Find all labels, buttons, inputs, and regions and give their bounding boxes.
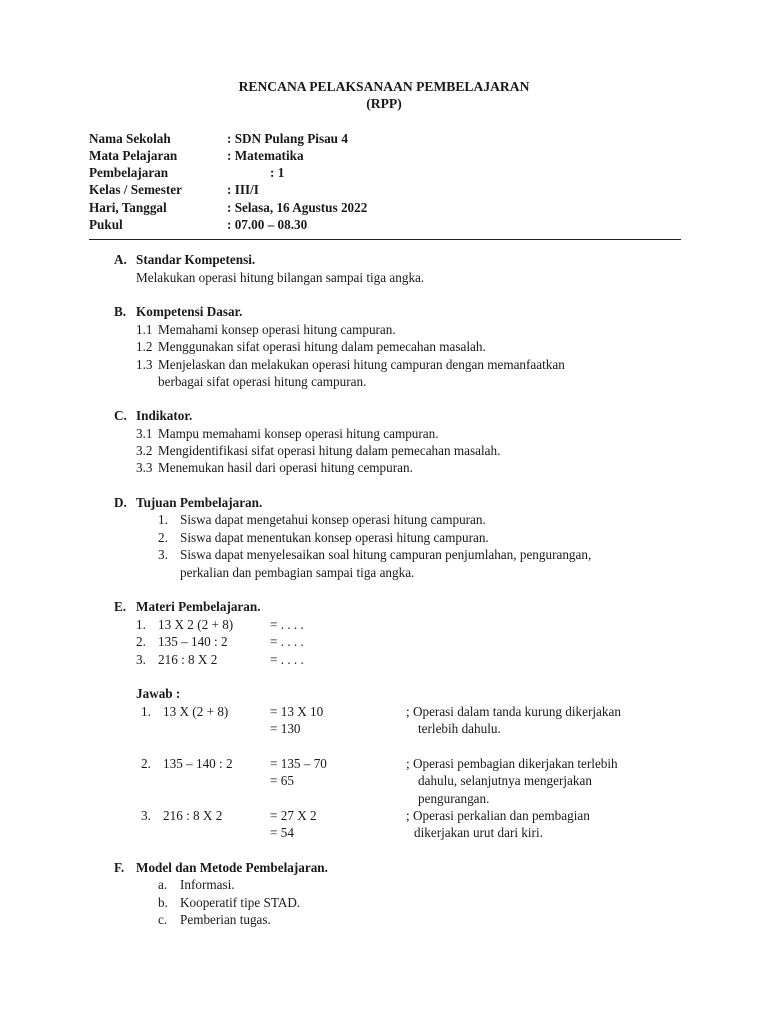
identity-label-lesson: Pembelajaran bbox=[89, 165, 169, 180]
section-letter: D. bbox=[114, 495, 127, 510]
list-item-continuation: berbagai sifat operasi hitung campuran. bbox=[158, 374, 367, 389]
answer-number: 1. bbox=[141, 704, 151, 719]
list-item-text: Informasi. bbox=[180, 877, 235, 892]
list-item-number: 3.1 bbox=[136, 426, 153, 441]
identity-label-time: Pukul bbox=[89, 217, 123, 232]
question-equals: = . . . . bbox=[270, 652, 304, 667]
list-item-text: Siswa dapat menyelesaikan soal hitung campuran penjumlahan, pengurangan, bbox=[180, 547, 592, 562]
answer-note-cont: dikerjakan urut dari kiri. bbox=[414, 825, 543, 840]
answer-note-cont: pengurangan. bbox=[418, 791, 490, 806]
section-text: Melakukan operasi hitung bilangan sampai tiga angka. bbox=[136, 270, 425, 285]
section-heading: Tujuan Pembelajaran. bbox=[136, 495, 263, 510]
identity-label-school: Nama Sekolah bbox=[89, 131, 171, 146]
list-item-number: 3. bbox=[158, 547, 168, 562]
list-item-number: 2. bbox=[158, 530, 168, 545]
answer-number: 3. bbox=[141, 808, 151, 823]
list-item-text: Mampu memahami konsep operasi hitung campuran. bbox=[158, 426, 439, 441]
answer-note: ; Operasi dalam tanda kurung dikerjakan bbox=[406, 704, 621, 719]
list-item-text: Siswa dapat mengetahui konsep operasi hitung campuran. bbox=[180, 512, 486, 527]
list-item-text: Siswa dapat menentukan konsep operasi hitung campuran. bbox=[180, 530, 489, 545]
list-item-number: b. bbox=[158, 895, 168, 910]
answer-step: = 135 – 70 bbox=[270, 756, 327, 771]
answer-step: = 13 X 10 bbox=[270, 704, 324, 719]
identity-label-class: Kelas / Semester bbox=[89, 182, 183, 197]
answer-number: 2. bbox=[141, 756, 151, 771]
list-item-text: Kooperatif tipe STAD. bbox=[180, 895, 301, 910]
answer-expression: 135 – 140 : 2 bbox=[163, 756, 233, 771]
list-item-number: c. bbox=[158, 912, 168, 927]
answer-step: = 27 X 2 bbox=[270, 808, 317, 823]
question-number: 3. bbox=[136, 652, 146, 667]
list-item-number: 1.3 bbox=[136, 357, 153, 372]
section-letter: E. bbox=[114, 599, 127, 614]
section-heading: Indikator. bbox=[136, 408, 193, 423]
identity-value-school: : SDN Pulang Pisau 4 bbox=[227, 131, 348, 146]
section-letter: C. bbox=[114, 408, 127, 423]
list-item-text: Menemukan hasil dari operasi hitung cempuran. bbox=[158, 460, 413, 475]
question-number: 2. bbox=[136, 634, 146, 649]
identity-label-subject: Mata Pelajaran bbox=[89, 148, 178, 163]
question-equals: = . . . . bbox=[270, 617, 304, 632]
section-letter: B. bbox=[114, 304, 127, 319]
list-item-text: Menjelaskan dan melakukan operasi hitung campuran dengan memanfaatkan bbox=[158, 357, 565, 372]
answer-result: = 130 bbox=[270, 721, 301, 736]
question-equals: = . . . . bbox=[270, 634, 304, 649]
question-expression: 13 X 2 (2 + 8) bbox=[158, 617, 234, 632]
question-number: 1. bbox=[136, 617, 146, 632]
list-item-text: Mengidentifikasi sifat operasi hitung dalam pemecahan masalah. bbox=[158, 443, 501, 458]
identity-value-lesson: : 1 bbox=[270, 165, 285, 180]
section-heading: Materi Pembelajaran. bbox=[136, 599, 261, 614]
list-item-number: 1.2 bbox=[136, 339, 153, 354]
question-expression: 135 – 140 : 2 bbox=[158, 634, 228, 649]
identity-value-subject: : Matematika bbox=[227, 148, 304, 163]
answer-expression: 216 : 8 X 2 bbox=[163, 808, 223, 823]
answer-note-cont: dahulu, selanjutnya mengerjakan bbox=[418, 773, 592, 788]
header-divider bbox=[89, 239, 681, 240]
list-item-number: a. bbox=[158, 877, 168, 892]
list-item-number: 1. bbox=[158, 512, 168, 527]
list-item-text: Menggunakan sifat operasi hitung dalam pemecahan masalah. bbox=[158, 339, 486, 354]
identity-value-class: : III/I bbox=[227, 182, 259, 197]
answer-result: = 65 bbox=[270, 773, 294, 788]
question-expression: 216 : 8 X 2 bbox=[158, 652, 218, 667]
answer-heading: Jawab : bbox=[136, 686, 181, 701]
list-item-text: Memahami konsep operasi hitung campuran. bbox=[158, 322, 396, 337]
section-letter: A. bbox=[114, 252, 127, 267]
list-item-continuation: perkalian dan pembagian sampai tiga angka. bbox=[180, 565, 415, 580]
answer-note: ; Operasi pembagian dikerjakan terlebih bbox=[406, 756, 618, 771]
section-heading: Model dan Metode Pembelajaran. bbox=[136, 860, 328, 875]
document-title: RENCANA PELAKSANAAN PEMBELAJARAN bbox=[238, 79, 530, 94]
answer-result: = 54 bbox=[270, 825, 294, 840]
answer-expression: 13 X (2 + 8) bbox=[163, 704, 229, 719]
list-item-text: Pemberian tugas. bbox=[180, 912, 271, 927]
section-letter: F. bbox=[114, 860, 125, 875]
identity-label-date: Hari, Tanggal bbox=[89, 200, 167, 215]
document-subtitle: (RPP) bbox=[366, 96, 402, 111]
identity-value-time: : 07.00 – 08.30 bbox=[227, 217, 308, 232]
answer-note: ; Operasi perkalian dan pembagian bbox=[406, 808, 590, 823]
answer-note-cont: terlebih dahulu. bbox=[418, 721, 501, 736]
section-heading: Standar Kompetensi. bbox=[136, 252, 256, 267]
list-item-number: 3.3 bbox=[136, 460, 153, 475]
section-heading: Kompetensi Dasar. bbox=[136, 304, 243, 319]
list-item-number: 3.2 bbox=[136, 443, 153, 458]
identity-value-date: : Selasa, 16 Agustus 2022 bbox=[227, 200, 368, 215]
list-item-number: 1.1 bbox=[136, 322, 153, 337]
